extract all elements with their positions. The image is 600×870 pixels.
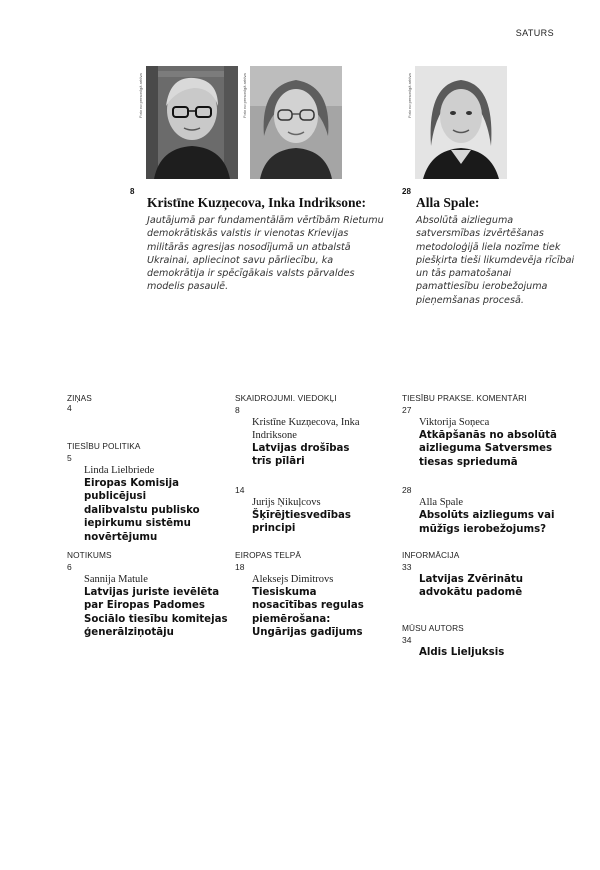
feature-author-name: Kristīne Kuzņecova, Inka Indriksone:: [147, 195, 367, 210]
entry-title[interactable]: Absolūts aizliegums vai mūžīgs ierobežojums?: [419, 510, 555, 535]
author-photo-indriksone: [250, 66, 342, 179]
entry-author: Aleksejs Dimitrovs: [252, 574, 334, 585]
section-label: NOTIKUMS: [67, 550, 112, 560]
toc-entry[interactable]: [235, 562, 415, 640]
toc-entry[interactable]: [402, 635, 582, 659]
section-label: SKAIDROJUMI. VIEDOKĻI: [235, 393, 337, 403]
entry-title[interactable]: Šķīrējtiesvedības principi: [252, 509, 351, 535]
section-header-label: SATURS: [515, 28, 554, 38]
entry-author: Alla Spale: [419, 497, 464, 509]
page-number: 27: [402, 405, 412, 415]
toc-entry[interactable]: [235, 485, 415, 536]
entry-author: Sannija Matule: [84, 574, 148, 585]
section-label: TIESĪBU POLITIKA: [67, 441, 141, 451]
entry-title[interactable]: Latvijas juriste ievēlēta par Eiropas Padomes Sociālo tiesību komitejas ģenerālziņotāju: [84, 587, 228, 639]
feature-page-number: 28: [402, 187, 411, 196]
toc-entry[interactable]: [402, 562, 582, 600]
toc-entry[interactable]: [67, 562, 247, 640]
toc-entry[interactable]: [235, 405, 415, 469]
entry-author: Jurijs Ņikuļcovs: [252, 496, 321, 508]
page-number: 5: [67, 453, 72, 463]
entry-title[interactable]: Latvijas drošības trīs pīlāri: [252, 443, 350, 468]
feature-description: Absolūtā aizlieguma satversmības izvērtēšanas metodoloģijā liela nozīme tiek piešķirta tieši likumdevēja rīcībai un tās pamatošanai pamattiesību ierobežojuma pieņemšanas procesā.: [416, 215, 575, 306]
entry-title[interactable]: Latvijas Zvērinātu advokātu padomē: [419, 574, 524, 599]
section-label: EIROPAS TELPĀ: [235, 550, 302, 560]
page-number: 18: [235, 562, 245, 572]
toc-section-zinas: [67, 393, 247, 414]
author-photo-spale: [415, 66, 507, 179]
toc-entry[interactable]: [67, 453, 247, 544]
entry-author: Linda Lielbriede: [84, 465, 155, 476]
toc-section-notikums: [67, 550, 247, 640]
page-number: 28: [402, 485, 412, 496]
toc-section-tiesibu-prakse: [402, 393, 582, 536]
photo-credit: Foto no personīgā arhīva: [138, 73, 143, 118]
toc-section-eiropas-telpa: [235, 550, 415, 640]
entry-title[interactable]: Tiesiskuma nosacītības regulas piemērošana: Ungārijas gadījums: [252, 587, 364, 639]
section-label: TIESĪBU PRAKSE. KOMENTĀRI: [402, 393, 527, 403]
author-photo-kuznecova: [146, 66, 238, 179]
entry-title[interactable]: Aldis Lieljuksis: [419, 647, 505, 658]
toc-section-skaidrojumi: [235, 393, 415, 536]
toc-section-tiesibu-politika: [67, 441, 247, 544]
toc-section-musu-autors: [402, 623, 582, 659]
page-number: 33: [402, 562, 412, 572]
feature-author-name: Alla Spale:: [416, 195, 480, 210]
page-number: 14: [235, 484, 245, 495]
entry-author: Viktorija Soņeca: [419, 417, 490, 428]
entry-title[interactable]: Eiropas Komisija publicējusi dalībvalstu publisko iepirkumu sistēmu novērtējumu: [84, 478, 200, 543]
toc-entry[interactable]: [402, 405, 582, 469]
entry-author: Kristīne Kuzņecova, Inka Indriksone: [252, 417, 360, 441]
page-number: 34: [402, 635, 412, 645]
section-label: ZIŅAS: [67, 393, 92, 403]
photo-credit: Foto no personīgā arhīva: [242, 73, 247, 118]
toc-entry[interactable]: [402, 485, 582, 536]
page-number: 6: [67, 562, 72, 572]
toc-section-informacija: [402, 550, 582, 600]
feature-page-number: 8: [130, 187, 135, 196]
feature-description: Jautājumā par fundamentālām vērtībām Rietumu demokrātiskās valstis ir vienotas Krievijas militārās agresijas nosodījumā un atbalstā Ukrainai, apliecinot savu pārliecību, ka demokrātija ir spēcīgākais valsts pārvaldes modelis pasaulē.: [147, 215, 384, 293]
page-number[interactable]: 4: [67, 403, 72, 413]
photo-credit: Foto no personīgā arhīva: [407, 73, 412, 118]
section-label: INFORMĀCIJA: [402, 550, 460, 560]
page-number: 8: [235, 405, 240, 415]
entry-title[interactable]: Atkāpšanās no absolūtā aizlieguma Satversmes tiesas spriedumā: [419, 430, 557, 468]
section-label: MŪSU AUTORS: [402, 623, 464, 633]
